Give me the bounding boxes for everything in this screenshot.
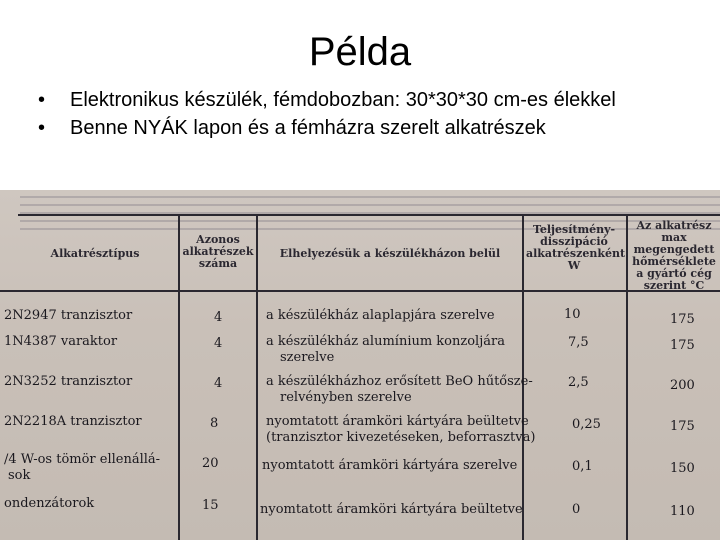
row-location: nyomtatott áramköri kártyára beültetve (260, 502, 523, 517)
row-type: 2N2947 tranzisztor (4, 308, 133, 323)
bullet-symbol: • (38, 117, 46, 139)
row-count: 15 (202, 498, 219, 513)
row-type: 2N2218A tranzisztor (4, 414, 142, 429)
row-type-cont: sok (8, 468, 31, 483)
row-temp: 175 (670, 312, 695, 327)
table-photo (0, 190, 720, 540)
row-location: a készülékházhoz erősített BeO hűtősze- (266, 374, 533, 389)
header-type: Alkatrésztípus (50, 247, 140, 260)
row-type: 2N3252 tranzisztor (4, 374, 133, 389)
bullet-symbol: • (38, 89, 46, 111)
slide-title: Példa (308, 30, 412, 74)
row-power: 7,5 (568, 335, 589, 350)
bullet-item (30, 116, 710, 140)
bullet-list (30, 88, 710, 144)
row-temp: 200 (670, 378, 695, 393)
header-temp: Az alkatrész max megengedett hőmérséklete a gyártó cég szerint °C (632, 219, 716, 292)
row-temp: 150 (670, 461, 695, 476)
bullet-item (30, 88, 710, 112)
table-top-rule (18, 214, 720, 216)
row-type: /4 W-os tömör ellenállá- (4, 452, 161, 467)
component-table (0, 190, 720, 540)
header-location: Elhelyezésük a készülékházon belül (279, 247, 501, 260)
table-header-rule (0, 290, 720, 292)
row-count: 4 (214, 336, 223, 351)
row-location: a készülékház alumínium konzoljára (266, 334, 505, 349)
row-type: ondenzátorok (4, 496, 95, 511)
row-temp: 175 (670, 338, 695, 353)
row-count: 20 (202, 456, 219, 471)
bullet-text: Elektronikus készülék, fémdobozban: 30*30*30 cm-es élekkel (70, 89, 616, 111)
row-power: 0,1 (572, 459, 593, 474)
row-power: 0 (572, 502, 581, 517)
row-count: 4 (214, 376, 223, 391)
row-temp: 175 (670, 419, 695, 434)
column-divider (178, 214, 180, 540)
row-temp: 110 (670, 504, 695, 519)
header-power: Teljesítmény-disszipáció alkatrészenként W (526, 223, 626, 272)
row-location-cont: relvényben szerelve (280, 390, 412, 405)
row-power: 0,25 (572, 417, 601, 432)
bullet-text: Benne NYÁK lapon és a fémházra szerelt alkatrészek (70, 117, 546, 139)
row-location: nyomtatott áramköri kártyára szerelve (262, 458, 518, 473)
row-count: 4 (214, 310, 223, 325)
row-power: 10 (564, 307, 581, 322)
column-divider (256, 214, 258, 540)
header-count: Azonos alkatrészek száma (182, 233, 254, 270)
row-location-cont: (tranzisztor kivezetéseken, beforrasztva) (266, 430, 536, 445)
row-count: 8 (210, 416, 219, 431)
row-type: 1N4387 varaktor (4, 334, 118, 349)
row-location: a készülékház alaplapjára szerelve (266, 308, 495, 323)
row-location: nyomtatott áramköri kártyára beültetve (266, 414, 529, 429)
row-power: 2,5 (568, 375, 589, 390)
row-location-cont: szerelve (280, 350, 335, 365)
column-divider (626, 214, 628, 540)
